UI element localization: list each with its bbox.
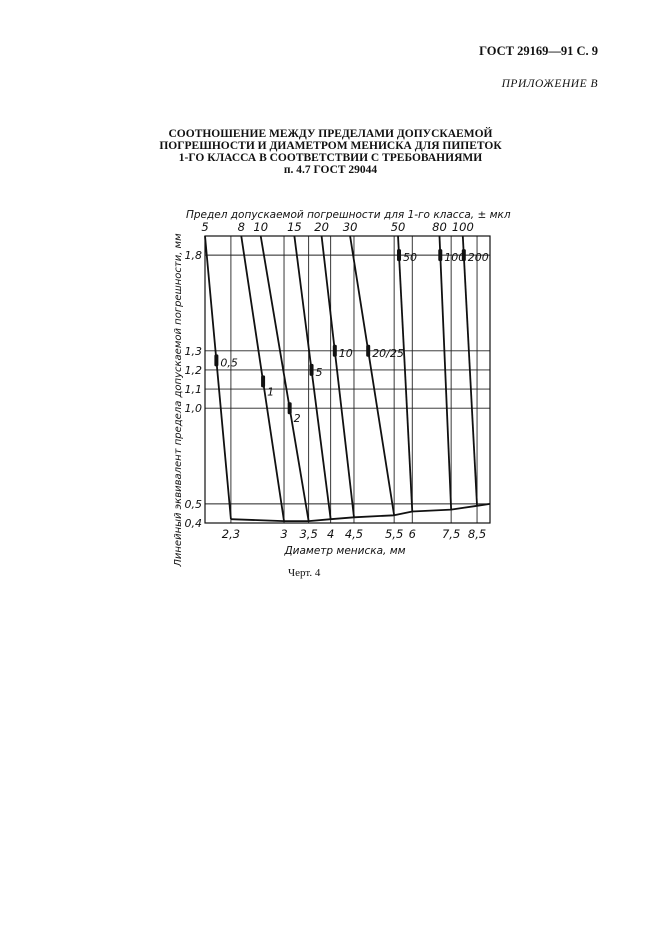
series-marker-2 — [288, 402, 292, 414]
title-line-4: п. 4.7 ГОСТ 29044 — [283, 164, 378, 176]
series-marker-6 — [397, 249, 401, 261]
appendix-label: ПРИЛОЖЕНИЕ В — [501, 78, 598, 90]
top-axis-title: Предел допускаемой погрешности для 1-го класса, ± мкл — [186, 209, 511, 221]
bottom-tick-label-3: 4 — [326, 527, 335, 541]
series-marker-0 — [214, 354, 218, 366]
bottom-tick-label-6: 6 — [408, 527, 416, 541]
series-line-2 — [261, 236, 309, 521]
bottom-tick-label-8: 8,5 — [467, 527, 487, 541]
y-tick-label-4: 1,0 — [184, 402, 202, 416]
series-label-5: 20/25 — [372, 346, 404, 360]
figure-caption: Черт. 4 — [288, 567, 321, 579]
series-line-0 — [205, 236, 231, 519]
series-label-6: 50 — [403, 251, 418, 265]
y-tick-label-0: 1,8 — [184, 249, 202, 263]
top-tick-label-2: 10 — [253, 220, 269, 234]
series-layer — [205, 236, 490, 521]
bottom-tick-label-0: 2,3 — [221, 527, 241, 541]
bottom-tick-label-2: 3,5 — [299, 527, 318, 541]
top-tick-label-7: 80 — [432, 220, 447, 234]
series-marker-3 — [310, 364, 314, 376]
y-axis-title: Линейный эквивалент предела допускаемой погрешности, мм — [173, 233, 184, 567]
series-marker-4 — [333, 345, 337, 357]
series-label-2: 2 — [293, 412, 301, 426]
document-code: ГОСТ 29169—91 С. 9 — [479, 44, 598, 58]
top-tick-label-3: 15 — [287, 220, 302, 234]
series-line-8 — [463, 236, 477, 506]
top-tick-label-1: 8 — [237, 220, 245, 234]
y-tick-label-6: 0,4 — [184, 517, 202, 530]
top-tick-label-5: 30 — [342, 220, 358, 234]
series-line-3 — [294, 236, 330, 519]
title-line-3: 1-ГО КЛАССА В СООТВЕТСТВИИ С ТРЕБОВАНИЯМИ — [178, 152, 483, 164]
series-line-5 — [350, 236, 394, 515]
bottom-tick-label-7: 7,5 — [441, 527, 461, 541]
title-line-1: СООТНОШЕНИЕ МЕЖДУ ПРЕДЕЛАМИ ДОПУСКАЕМОЙ — [168, 128, 493, 140]
bottom-tick-label-4: 4,5 — [344, 527, 364, 541]
bottom-tick-label-1: 3 — [280, 527, 288, 541]
y-tick-label-2: 1,2 — [184, 363, 202, 377]
series-label-8: 200 — [467, 251, 489, 265]
series-label-0: 0,5 — [220, 356, 238, 370]
y-tick-label-3: 1,1 — [184, 383, 202, 397]
top-tick-label-0: 5 — [201, 220, 209, 234]
series-line-6 — [398, 236, 412, 512]
x-axis-title: Диаметр мениска, мм — [284, 545, 406, 557]
series-marker-1 — [261, 375, 265, 387]
y-tick-label-5: 0,5 — [184, 497, 202, 511]
series-line-4 — [322, 236, 354, 517]
series-marker-7 — [438, 249, 442, 261]
bottom-tick-label-5: 5,5 — [384, 527, 404, 541]
series-label-4: 10 — [338, 346, 353, 360]
series-label-7: 100 — [444, 251, 466, 265]
top-tick-label-8: 100 — [451, 220, 474, 234]
label-layer — [185, 220, 489, 541]
top-tick-label-6: 50 — [390, 220, 406, 234]
y-tick-label-1: 1,3 — [184, 344, 202, 358]
series-label-3: 5 — [315, 365, 323, 379]
series-line-7 — [439, 236, 451, 510]
top-tick-label-4: 20 — [314, 220, 329, 234]
series-label-1: 1 — [267, 385, 275, 399]
series-marker-5 — [366, 345, 370, 357]
title-line-2: ПОГРЕШНОСТИ И ДИАМЕТРОМ МЕНИСКА ДЛЯ ПИПЕТОК — [159, 140, 502, 152]
